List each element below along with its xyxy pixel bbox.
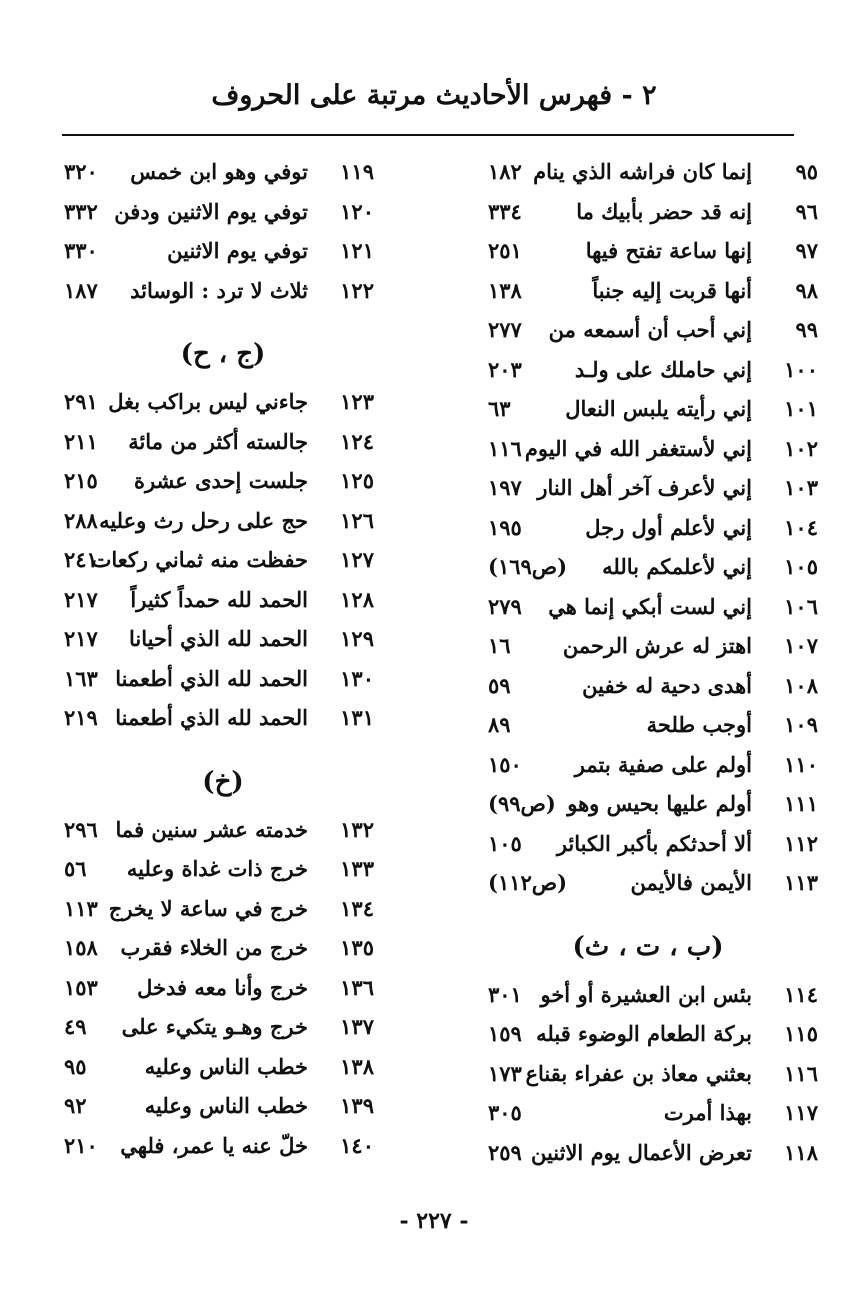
index-entry (478, 748, 818, 788)
entry-number: ٩٧ (795, 238, 818, 263)
entry-number: ١٤٠ (340, 1132, 374, 1158)
entry-text: حج على رحل رث وعليه (99, 507, 308, 533)
index-entry (478, 978, 818, 1018)
entry-page-ref: ١٩٥ (488, 514, 522, 540)
entry-number: ١٠٣ (784, 475, 818, 500)
entry-page-ref: ١١٣ (64, 895, 98, 921)
entry-page-ref: ٢٧٩ (488, 593, 522, 619)
entry-number: ١٣٥ (340, 935, 374, 960)
index-entry (478, 274, 818, 314)
entry-text: بركة الطعام الوضوء قبله (536, 1021, 752, 1046)
index-entry (58, 274, 388, 314)
entry-page-ref: ١٥٩ (488, 1021, 522, 1046)
index-entry (58, 813, 388, 853)
page-number: - ٢٢٧ - (399, 1208, 469, 1234)
entry-number: ١٠٤ (784, 514, 818, 540)
entry-page-ref: ١٥٠ (488, 751, 522, 777)
entry-number: ١٠٢ (784, 435, 818, 461)
entry-page-ref: ٢٥٩ (488, 1139, 522, 1165)
entry-number: ١٣٨ (340, 1053, 374, 1079)
entry-text: خرج ذات غداة وعليه (126, 856, 308, 881)
entry-number: ١١٠ (784, 751, 818, 777)
entry-text: خرج في ساعة لا يخرج (108, 895, 308, 921)
entry-text: خلّ عنه يا عمر، فلهي (120, 1132, 308, 1158)
index-entry (58, 662, 388, 702)
entry-page-ref: ٢٧٧ (488, 317, 522, 342)
left-rows-a (58, 155, 388, 313)
entry-text: بئس ابن العشيرة أو أخو (540, 981, 752, 1007)
entry-number: ١٣٢ (340, 816, 374, 842)
index-entry (478, 1057, 818, 1097)
entry-page-ref: ٩٢ (64, 1093, 87, 1118)
entry-page-ref: ٢١٩ (64, 705, 98, 730)
index-entry (58, 425, 388, 465)
entry-text: الحمد لله الذي أطعمنا (115, 665, 308, 691)
index-entry (58, 543, 388, 583)
entry-text: إني لست أبكي إنما هي (548, 593, 752, 619)
entry-number: ١١٧ (784, 1100, 818, 1125)
index-entry (58, 971, 388, 1011)
entry-page-ref: ١١٦ (488, 435, 522, 461)
entry-text: توفي يوم الاثنين (167, 238, 308, 263)
entry-number: ١٠٧ (784, 633, 818, 658)
index-entry (478, 787, 818, 827)
index-entry (58, 701, 388, 741)
entry-page-ref: ١٨٢ (488, 159, 522, 184)
index-entry (478, 234, 818, 274)
entry-text: خطب الناس وعليه (144, 1093, 308, 1118)
entry-page-ref: ٨٩ (488, 712, 511, 737)
entry-page-ref: ٢١١ (64, 428, 98, 454)
entry-text: جاءني ليس براكب بغل (108, 389, 308, 414)
index-entry (58, 195, 388, 235)
entry-number: ١٣٦ (340, 974, 374, 1000)
entry-number: ١٣١ (340, 705, 374, 730)
entry-page-ref: ٢٤١ (64, 547, 98, 572)
index-entry (58, 1089, 388, 1129)
entry-text: الحمد لله الذي أطعمنا (115, 705, 308, 730)
entry-number: ٩٨ (795, 277, 818, 303)
left-rows-j (58, 385, 388, 741)
right-rows-a (478, 155, 818, 906)
entry-text: إنها ساعة تفتح فيها (585, 238, 752, 263)
entry-page-ref: ٥٩ (488, 672, 511, 698)
entry-text: أولم عليها بحيس وهو (567, 791, 752, 816)
entry-text: إني لأستغفر الله في اليوم (524, 435, 752, 461)
entry-text: أولم على صفية بتمر (574, 751, 752, 777)
entry-number: ١١١ (784, 791, 818, 816)
entry-page-ref: ٢١٠ (64, 1132, 98, 1158)
entry-text: إنه قد حضر بأبيك ما (576, 198, 752, 224)
entry-text: ثلاث لا ترد : الوسائد (130, 277, 308, 303)
entry-text: إنما كان فراشه الذي ينام (533, 159, 752, 184)
right-rows-b (478, 978, 818, 1176)
entry-page-ref: ١٨٧ (64, 277, 98, 303)
entry-text: توفي يوم الاثنين ودفن (114, 198, 308, 224)
index-entry (58, 234, 388, 274)
entry-text: إني لأعلم أول رجل (585, 514, 752, 540)
entry-page-ref: ٤٩ (64, 1014, 87, 1039)
index-entry (58, 155, 388, 195)
entry-page-ref: ١٥٨ (64, 935, 98, 960)
index-entry (478, 155, 818, 195)
entry-number: ١٢٢ (340, 277, 374, 303)
entry-page-ref: ٣٢٠ (64, 159, 98, 184)
index-entry (58, 1129, 388, 1169)
entry-number: ١٣٧ (340, 1014, 374, 1039)
entry-page-ref: ٢٩٦ (64, 816, 98, 842)
entry-text: خرج وهـو يتكيء على (121, 1014, 308, 1039)
entry-number: ١٢٩ (340, 626, 374, 651)
entry-page-ref: ٣٣٢ (64, 198, 98, 224)
entry-page-ref: ٦٣ (488, 396, 511, 421)
entry-page-ref: ٣٠١ (488, 981, 522, 1007)
index-entry (58, 622, 388, 662)
section-heading-j-h: (ج ، ح) (180, 339, 266, 369)
index-entry (478, 669, 818, 709)
index-entry (58, 583, 388, 623)
entry-text: إني حاملك على ولـد (574, 356, 752, 382)
index-entry (478, 511, 818, 551)
entry-page-ref: ١٦ (488, 633, 511, 658)
index-entry (478, 1017, 818, 1057)
entry-number: ٩٦ (795, 198, 818, 224)
entry-page-ref: ٢٩١ (64, 389, 98, 414)
entry-page-ref: ١٠٥ (488, 830, 522, 856)
entry-page-ref: ١٩٧ (488, 475, 522, 500)
entry-number: ١٣٩ (340, 1093, 374, 1118)
index-entry (478, 471, 818, 511)
entry-text: الحمد لله الذي أحيانا (129, 626, 308, 651)
entry-text: إني لأعلمكم بالله (602, 554, 752, 579)
entry-text: اهتز له عرش الرحمن (562, 633, 752, 658)
entry-page-ref: ١٦٣ (64, 665, 98, 691)
index-entry (478, 1096, 818, 1136)
entry-text: إني رأيته يلبس النعال (565, 396, 752, 421)
page-title: ٢ - فهرس الأحاديث مرتبة على الحروف (211, 80, 657, 111)
entry-page-ref: ١٧٣ (488, 1060, 522, 1086)
entry-number: ١٠١ (784, 396, 818, 421)
entry-number: ٩٩ (795, 317, 818, 342)
entry-text: خطب الناس وعليه (144, 1053, 308, 1079)
entry-page-ref: ١٣٨ (488, 277, 522, 303)
entry-page-ref: ٢٨٨ (64, 507, 98, 533)
entry-text: إني لأعرف آخر أهل النار (537, 475, 752, 500)
index-entry (478, 590, 818, 630)
entry-page-ref: (ص٩٩) (488, 791, 556, 816)
entry-number: ١١٢ (784, 830, 818, 856)
entry-page-ref: ٣٠٥ (488, 1100, 522, 1125)
entry-number: ١٢١ (340, 238, 374, 263)
entry-text: ألا أحدثكم بأكبر الكبائر (556, 830, 752, 856)
entry-page-ref: ٢٠٣ (488, 356, 522, 382)
index-entry (478, 827, 818, 867)
entry-text: خرج وأنا معه فدخل (137, 974, 308, 1000)
entry-text: بهذا أمرت (663, 1100, 752, 1125)
entry-number: ١٠٦ (784, 593, 818, 619)
entry-page-ref: ١٥٣ (64, 974, 98, 1000)
index-entry (58, 1010, 388, 1050)
entry-number: ١٢٥ (340, 468, 374, 493)
index-entry (478, 195, 818, 235)
entry-number: ١٢٧ (340, 547, 374, 572)
entry-page-ref: ٢١٧ (64, 626, 98, 651)
right-column (478, 155, 818, 1175)
entry-page-ref: ٢٥١ (488, 238, 522, 263)
entry-page-ref: ٣٣٠ (64, 238, 98, 263)
left-column (58, 155, 388, 1168)
index-entry (58, 464, 388, 504)
entry-number: ١٣٠ (340, 665, 374, 691)
index-entry (58, 892, 388, 932)
index-entry (58, 504, 388, 544)
index-entry (58, 385, 388, 425)
left-rows-kh (58, 813, 388, 1169)
index-entry (58, 931, 388, 971)
entry-number: ١٣٤ (340, 895, 374, 921)
entry-number: ١٣٣ (340, 856, 374, 881)
entry-text: أوجب طلحة (646, 712, 752, 737)
section-heading-b-t-th: (ب ، ت ، ث) (572, 931, 724, 962)
index-entry (478, 708, 818, 748)
entry-number: ١٠٠ (784, 356, 818, 382)
entry-page-ref: ٥٦ (64, 856, 87, 881)
index-entry (478, 432, 818, 472)
entry-text: تعرض الأعمال يوم الاثنين (530, 1139, 752, 1165)
entry-number: ١٠٩ (784, 712, 818, 737)
entry-page-ref: ٢١٧ (64, 586, 98, 612)
entry-page-ref: (ص١١٢) (488, 870, 568, 895)
section-heading-kh: (خ) (202, 766, 244, 797)
entry-text: خدمته عشر سنين فما (115, 816, 308, 842)
entry-number: ١١٩ (340, 159, 374, 184)
entry-text: الحمد لله حمداً كثيراً (130, 586, 308, 612)
entry-number: ١١٣ (784, 870, 818, 895)
entry-text: توفي وهو ابن خمس (130, 159, 308, 184)
entry-number: ٩٥ (795, 159, 818, 184)
entry-number: ١٠٨ (784, 672, 818, 698)
entry-text: الأيمن فالأيمن (630, 870, 752, 895)
index-entry (478, 866, 818, 906)
index-entry (58, 852, 388, 892)
entry-number: ١٢٣ (340, 389, 374, 414)
entry-number: ١١٥ (784, 1021, 818, 1046)
index-entry (478, 629, 818, 669)
index-entry (478, 353, 818, 393)
entry-text: حفظت منه ثماني ركعات (91, 547, 308, 572)
entry-number: ١٢٨ (340, 586, 374, 612)
entry-page-ref: (ص١٦٩) (488, 554, 568, 579)
entry-number: ١٢٤ (340, 428, 374, 454)
index-entry (58, 1050, 388, 1090)
entry-number: ١١٤ (784, 981, 818, 1007)
entry-number: ١٢٦ (340, 507, 374, 533)
entry-text: جالسته أكثر من مائة (128, 428, 308, 454)
entry-text: أهدى دحية له خفين (582, 672, 752, 698)
header-rule (62, 134, 794, 136)
entry-text: جلست إحدى عشرة (133, 468, 308, 493)
entry-number: ١٠٥ (784, 554, 818, 579)
entry-text: أنها قربت إليه جنباً (592, 277, 752, 303)
entry-page-ref: ٣٣٤ (488, 198, 522, 224)
entry-text: إني أحب أن أسمعه من (548, 317, 752, 342)
entry-page-ref: ٩٥ (64, 1053, 87, 1079)
entry-page-ref: ٢١٥ (64, 468, 98, 493)
entry-number: ١٢٠ (340, 198, 374, 224)
index-entry (478, 1136, 818, 1176)
index-entry (478, 392, 818, 432)
entry-number: ١١٨ (784, 1139, 818, 1165)
entry-number: ١١٦ (784, 1060, 818, 1086)
entry-text: بعثني معاذ بن عفراء بقناع (525, 1060, 752, 1086)
index-entry (478, 313, 818, 353)
entry-text: خرج من الخلاء فقرب (120, 935, 308, 960)
index-entry (478, 550, 818, 590)
